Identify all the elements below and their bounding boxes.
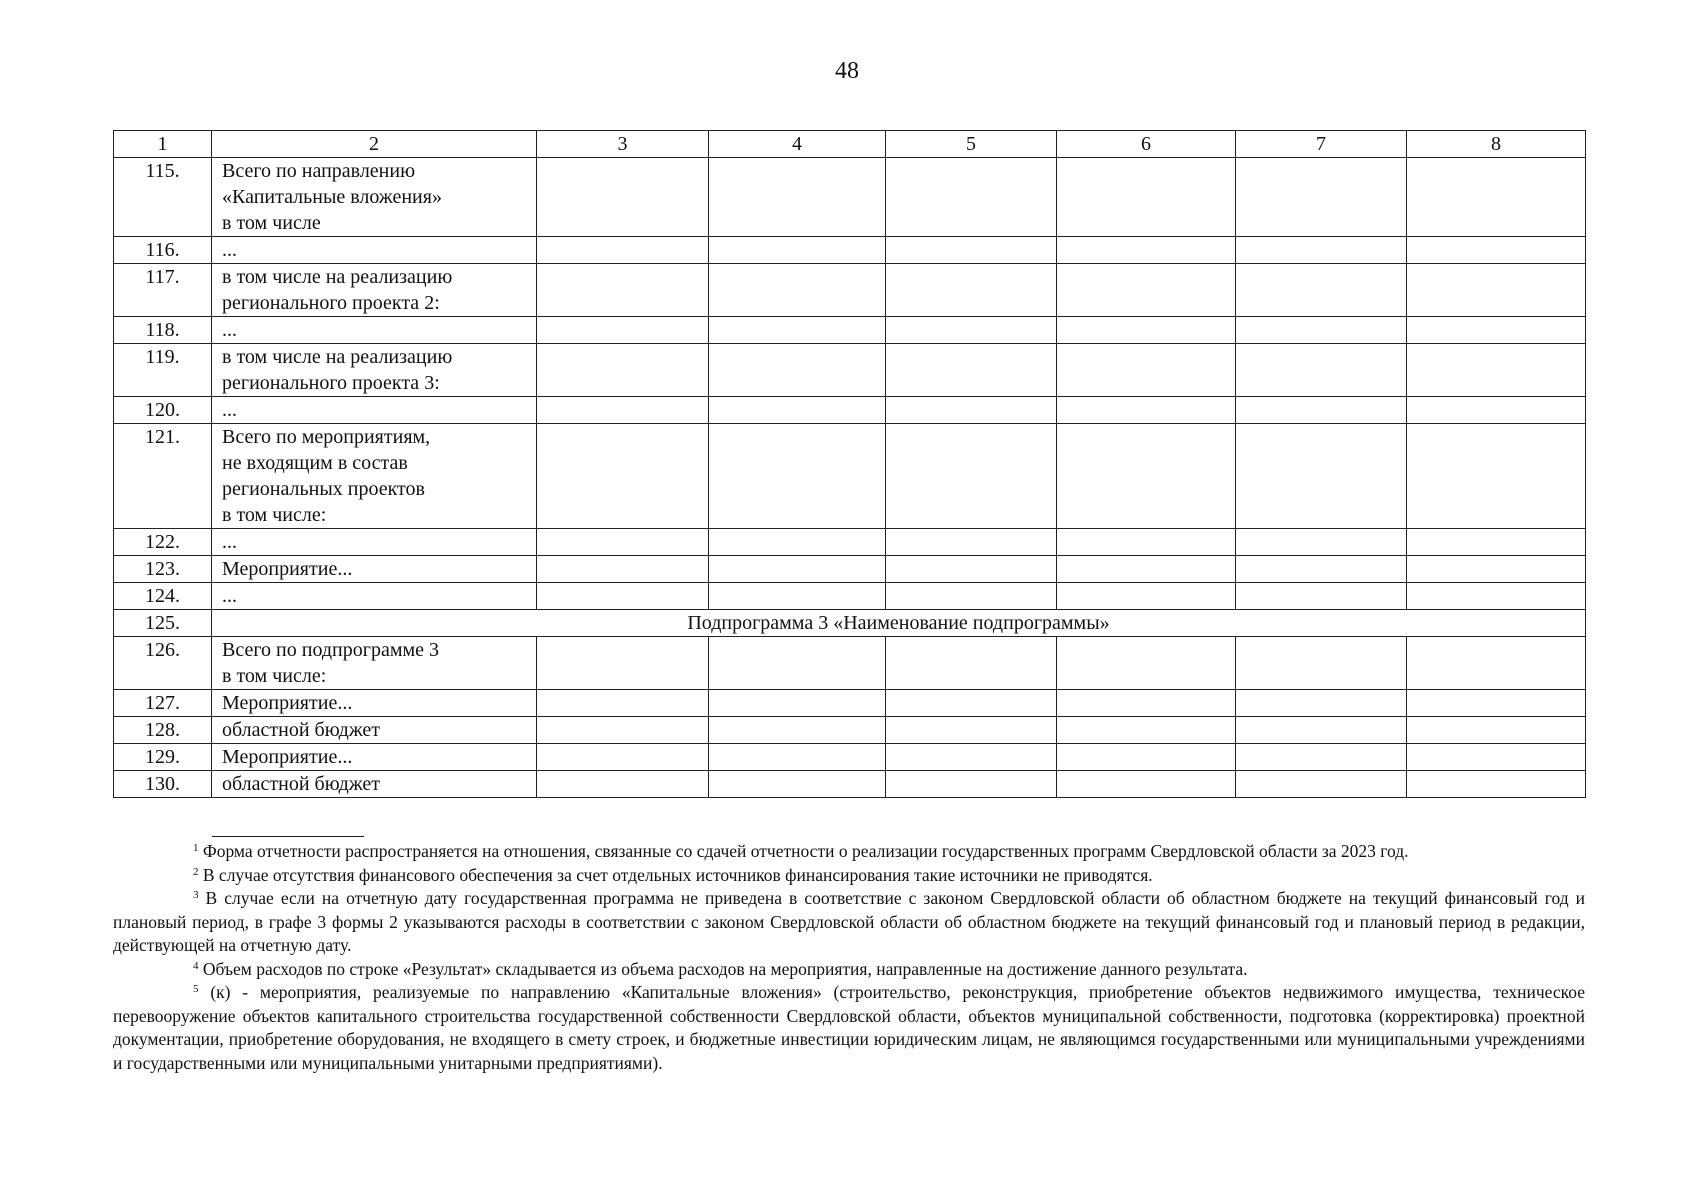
subprogram-title-cell: Подпрограмма 3 «Наименование подпрограммы» xyxy=(212,610,1586,637)
empty-value-cell xyxy=(1236,317,1407,344)
empty-value-cell xyxy=(537,424,709,529)
empty-value-cell xyxy=(886,158,1057,237)
row-number: 124. xyxy=(114,583,212,610)
row-name: Всего по подпрограмме 3 в том числе: xyxy=(212,637,537,690)
footnote-text: (к) - мероприятия, реализуемые по направлению «Капитальные вложения» (строительство, реконструкция, приобретение объектов недвижимого имущества, техническое перевооружение объектов капитального строительства государственной собственности Свердловской области, объектов муниципальной собственности, подготовка (корректировка) проектной документации, приобретение оборудования, не входящего в смету строек, и бюджетные инвестиции юридическим лицам, не являющимся государственными или муниципальными учреждениями и государственными или муниципальными унитарными предприятиями). xyxy=(113,982,1586,1073)
table-row xyxy=(114,556,1586,583)
footnote-mark: 3 xyxy=(193,889,199,901)
row-number: 119. xyxy=(114,344,212,397)
empty-value-cell xyxy=(709,744,886,771)
empty-value-cell xyxy=(537,744,709,771)
row-number: 120. xyxy=(114,397,212,424)
row-name: в том числе на реализацию регионального проекта 2: xyxy=(212,264,537,317)
row-number: 130. xyxy=(114,771,212,798)
empty-value-cell xyxy=(709,424,886,529)
table-row xyxy=(114,583,1586,610)
empty-value-cell xyxy=(1057,583,1236,610)
empty-value-cell xyxy=(537,317,709,344)
row-name: Мероприятие... xyxy=(212,690,537,717)
empty-value-cell xyxy=(1236,583,1407,610)
table-row xyxy=(114,237,1586,264)
empty-value-cell xyxy=(1236,264,1407,317)
row-name: Всего по мероприятиям, не входящим в состав региональных проектов в том числе: xyxy=(212,424,537,529)
table-row xyxy=(114,424,1586,529)
empty-value-cell xyxy=(1057,771,1236,798)
empty-value-cell xyxy=(886,237,1057,264)
row-name: ... xyxy=(212,237,537,264)
table-row xyxy=(114,529,1586,556)
row-name: ... xyxy=(212,397,537,424)
empty-value-cell xyxy=(1407,583,1586,610)
footnote-text: Форма отчетности распространяется на отношения, связанные со сдачей отчетности о реализации государственных программ Свердловской области за 2023 год. xyxy=(202,841,1409,861)
row-number: 127. xyxy=(114,690,212,717)
empty-value-cell xyxy=(537,690,709,717)
column-header: 3 xyxy=(537,131,709,158)
footnotes xyxy=(113,840,1585,1075)
empty-value-cell xyxy=(1236,690,1407,717)
footnote-text: Объем расходов по строке «Результат» складывается из объема расходов на мероприятия, направленные на достижение данного результата. xyxy=(202,958,1248,979)
empty-value-cell xyxy=(886,690,1057,717)
report-table xyxy=(113,130,1586,798)
column-header: 7 xyxy=(1236,131,1407,158)
empty-value-cell xyxy=(1407,237,1586,264)
empty-value-cell xyxy=(886,637,1057,690)
empty-value-cell xyxy=(1407,424,1586,529)
table-row xyxy=(114,158,1586,237)
footnote-text: В случае если на отчетную дату государственная программа не приведена в соответствие с законом Свердловской области об областном бюджете на текущий финансовый год и плановый период, в графе 3 формы 2 указываются расходы в соответствии с законом Свердловской области об областном бюджете на текущий финансовый год и плановый период в редакции, действующей на отчетную дату. xyxy=(113,888,1585,955)
empty-value-cell xyxy=(886,529,1057,556)
row-number: 123. xyxy=(114,556,212,583)
empty-value-cell xyxy=(1057,344,1236,397)
row-number: 128. xyxy=(114,717,212,744)
empty-value-cell xyxy=(886,556,1057,583)
empty-value-cell xyxy=(1057,690,1236,717)
footnote xyxy=(113,981,1585,1075)
table-row xyxy=(114,637,1586,690)
row-number: 118. xyxy=(114,317,212,344)
empty-value-cell xyxy=(886,424,1057,529)
empty-value-cell xyxy=(1407,529,1586,556)
row-name: Мероприятие... xyxy=(212,556,537,583)
row-name: в том числе на реализацию регионального проекта 3: xyxy=(212,344,537,397)
empty-value-cell xyxy=(1407,397,1586,424)
empty-value-cell xyxy=(537,344,709,397)
row-name: Всего по направлению «Капитальные вложения» в том числе xyxy=(212,158,537,237)
empty-value-cell xyxy=(1407,344,1586,397)
empty-value-cell xyxy=(1407,771,1586,798)
empty-value-cell xyxy=(537,158,709,237)
empty-value-cell xyxy=(709,344,886,397)
table-header-row xyxy=(114,131,1586,158)
empty-value-cell xyxy=(1057,637,1236,690)
empty-value-cell xyxy=(1057,237,1236,264)
row-number: 117. xyxy=(114,264,212,317)
footnote-text: В случае отсутствия финансового обеспечения за счет отдельных источников финансирования такие источники не приводятся. xyxy=(202,864,1153,885)
empty-value-cell xyxy=(886,583,1057,610)
table-row xyxy=(114,771,1586,798)
empty-value-cell xyxy=(709,397,886,424)
empty-value-cell xyxy=(1057,424,1236,529)
row-name: ... xyxy=(212,583,537,610)
empty-value-cell xyxy=(1057,264,1236,317)
column-header: 1 xyxy=(114,131,212,158)
empty-value-cell xyxy=(886,744,1057,771)
empty-value-cell xyxy=(1236,529,1407,556)
empty-value-cell xyxy=(886,317,1057,344)
empty-value-cell xyxy=(1057,744,1236,771)
row-number: 115. xyxy=(114,158,212,237)
row-number: 116. xyxy=(114,237,212,264)
row-name: ... xyxy=(212,317,537,344)
footnote-mark: 1 xyxy=(193,842,199,854)
empty-value-cell xyxy=(1407,744,1586,771)
empty-value-cell xyxy=(1407,717,1586,744)
empty-value-cell xyxy=(709,583,886,610)
table-row xyxy=(114,690,1586,717)
table-row xyxy=(114,264,1586,317)
row-number: 126. xyxy=(114,637,212,690)
table-row xyxy=(114,397,1586,424)
empty-value-cell xyxy=(1057,529,1236,556)
empty-value-cell xyxy=(537,264,709,317)
column-header: 8 xyxy=(1407,131,1586,158)
empty-value-cell xyxy=(537,717,709,744)
empty-value-cell xyxy=(1407,317,1586,344)
empty-value-cell xyxy=(1236,556,1407,583)
page-number: 48 xyxy=(835,58,859,84)
row-name: областной бюджет xyxy=(212,771,537,798)
empty-value-cell xyxy=(709,158,886,237)
footnote-mark: 2 xyxy=(193,865,199,878)
empty-value-cell xyxy=(886,397,1057,424)
footnote xyxy=(113,887,1585,958)
column-header: 4 xyxy=(709,131,886,158)
empty-value-cell xyxy=(709,637,886,690)
row-number: 121. xyxy=(114,424,212,529)
empty-value-cell xyxy=(886,344,1057,397)
row-number: 125. xyxy=(114,610,212,637)
empty-value-cell xyxy=(1407,637,1586,690)
empty-value-cell xyxy=(1057,317,1236,344)
empty-value-cell xyxy=(709,771,886,798)
empty-value-cell xyxy=(1236,158,1407,237)
row-name: областной бюджет xyxy=(212,717,537,744)
empty-value-cell xyxy=(1407,264,1586,317)
empty-value-cell xyxy=(1057,556,1236,583)
empty-value-cell xyxy=(537,637,709,690)
empty-value-cell xyxy=(537,529,709,556)
empty-value-cell xyxy=(709,264,886,317)
footnote-separator xyxy=(212,836,364,837)
empty-value-cell xyxy=(537,583,709,610)
table-row xyxy=(114,317,1586,344)
table-row xyxy=(114,344,1586,397)
footnote xyxy=(113,864,1585,888)
empty-value-cell xyxy=(709,529,886,556)
row-number: 122. xyxy=(114,529,212,556)
empty-value-cell xyxy=(886,717,1057,744)
row-name: ... xyxy=(212,529,537,556)
empty-value-cell xyxy=(1057,717,1236,744)
empty-value-cell xyxy=(709,317,886,344)
empty-value-cell xyxy=(1407,158,1586,237)
empty-value-cell xyxy=(709,237,886,264)
empty-value-cell xyxy=(1236,637,1407,690)
column-header: 2 xyxy=(212,131,537,158)
table-row xyxy=(114,610,1586,637)
empty-value-cell xyxy=(709,717,886,744)
empty-value-cell xyxy=(1057,158,1236,237)
empty-value-cell xyxy=(537,771,709,798)
footnote-mark: 5 xyxy=(193,983,199,995)
empty-value-cell xyxy=(537,237,709,264)
empty-value-cell xyxy=(709,556,886,583)
empty-value-cell xyxy=(537,397,709,424)
empty-value-cell xyxy=(886,771,1057,798)
table-body xyxy=(114,158,1586,798)
row-number: 129. xyxy=(114,744,212,771)
footnote xyxy=(113,958,1585,982)
empty-value-cell xyxy=(1407,690,1586,717)
table-row xyxy=(114,744,1586,771)
empty-value-cell xyxy=(1236,424,1407,529)
footnote-mark: 4 xyxy=(193,959,199,972)
empty-value-cell xyxy=(537,556,709,583)
empty-value-cell xyxy=(1057,397,1236,424)
row-name: Мероприятие... xyxy=(212,744,537,771)
empty-value-cell xyxy=(1236,771,1407,798)
footnote xyxy=(113,840,1585,864)
empty-value-cell xyxy=(1236,237,1407,264)
empty-value-cell xyxy=(1236,744,1407,771)
empty-value-cell xyxy=(709,690,886,717)
column-header: 6 xyxy=(1057,131,1236,158)
empty-value-cell xyxy=(1407,556,1586,583)
empty-value-cell xyxy=(1236,344,1407,397)
column-header: 5 xyxy=(886,131,1057,158)
table-row xyxy=(114,717,1586,744)
empty-value-cell xyxy=(1236,717,1407,744)
empty-value-cell xyxy=(1236,397,1407,424)
empty-value-cell xyxy=(886,264,1057,317)
